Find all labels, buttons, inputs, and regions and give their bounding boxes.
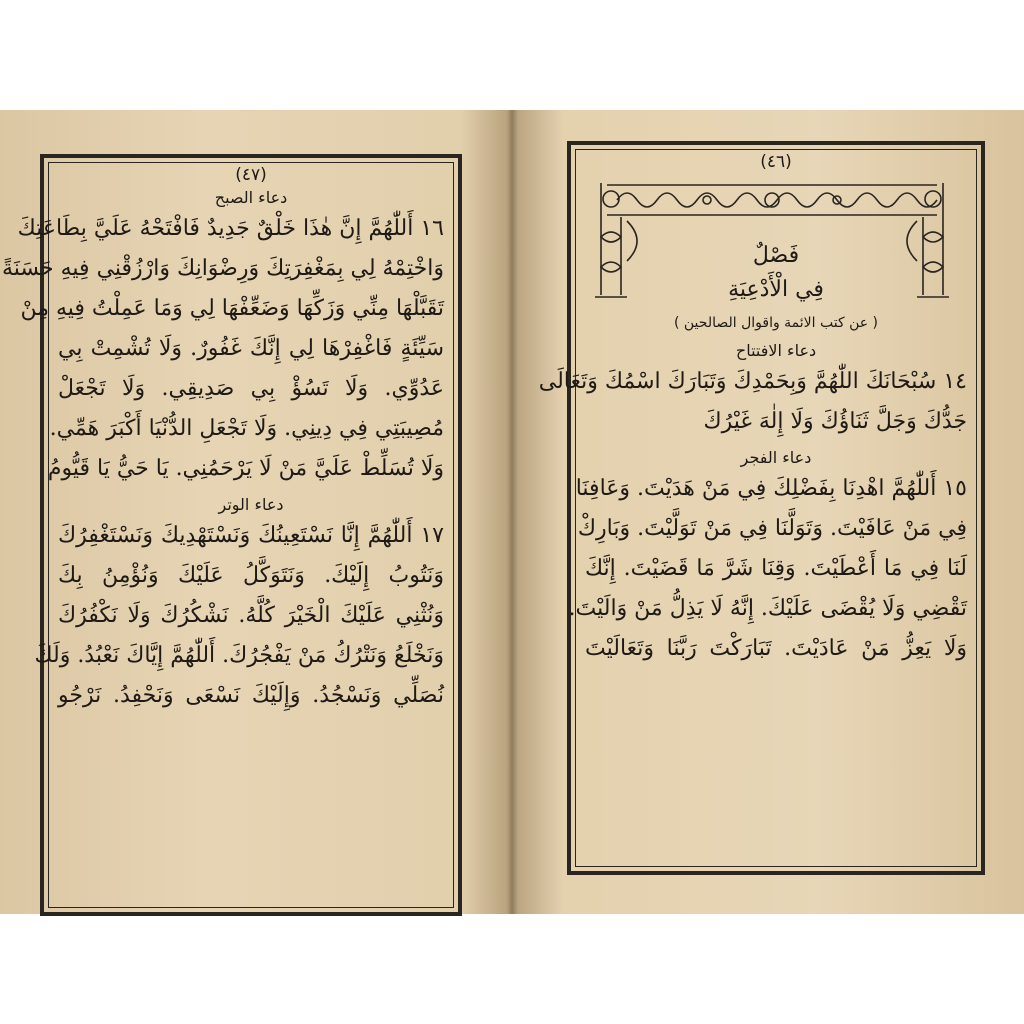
text-line: وَنَتُوبُ إِلَيْكَ. وَنَتَوَكَّلُ عَلَيْكَ وَنُؤْمِنُ بِكَ <box>58 563 444 588</box>
page-number: (٤٧) <box>235 165 267 185</box>
section-heading: دعاء الافتتاح <box>735 341 817 360</box>
text-line: وَنُثْنِي عَلَيْكَ الْخَيْرَ كُلَّهُ. نَشْكُرُكَ وَلَا نَكْفُرُكَ <box>58 603 444 628</box>
text-line: تَقَبَّلْهَا مِنِّي وَزَكِّهَا وَضَعِّفْهَا لِي وَمَا عَمِلْتُ فِيهِ مِنْ <box>20 296 444 321</box>
text-line: فِي مَنْ عَافَيْتَ. وَتَوَلَّنَا فِي مَنْ تَوَلَّيْتَ. وَبَارِكْ <box>577 516 967 541</box>
text-line: تَقْضِي وَلَا يُقْضَى عَلَيْكَ. إِنَّهُ لَا يَذِلُّ مَنْ وَالَيْتَ. <box>568 596 967 621</box>
section-heading: دعاء الفجر <box>740 448 812 467</box>
right-page-content <box>538 151 971 863</box>
text-line: نُصَلِّي وَنَسْجُدُ. وَإِلَيْكَ نَسْعَى وَنَحْفِدُ. نَرْجُو <box>58 683 444 708</box>
source-note: ( عن كتب الائمة واقوال الصالحين ) <box>673 315 879 331</box>
page-number: (٤٦) <box>760 152 792 172</box>
section-heading: دعاء الصبح <box>214 188 288 207</box>
left-page-content <box>1 164 448 904</box>
text-line: وَلَا تُسَلِّطْ عَلَيَّ مَنْ لَا يَرْحَمُنِي. يَا حَيُّ يَا قَيُّومُ <box>47 456 444 481</box>
text-line: ١٦ أَللّٰهُمَّ إِنَّ هٰذَا خَلْقٌ جَدِيدٌ فَافْتَحْهُ عَلَيَّ بِطَاعَتِكَ <box>17 216 444 241</box>
chapter-ornament-header <box>587 177 965 307</box>
text-line: جَدُّكَ وَجَلَّ ثَنَاؤُكَ وَلَا إِلٰهَ غَيْرُكَ <box>703 409 967 434</box>
chapter-title: فَصْلٌ <box>752 243 800 268</box>
book-spread <box>0 110 1024 914</box>
text-line: لَنَا فِي مَا أَعْطَيْتَ. وَقِنَا شَرَّ مَا قَضَيْتَ. إِنَّكَ <box>585 556 967 581</box>
text-line: ١٥ أَللّٰهُمَّ اهْدِنَا بِفَضْلِكَ فِي مَنْ هَدَيْتَ. وَعَافِنَا <box>575 476 967 501</box>
text-line: وَنَخْلَعُ وَنَتْرُكُ مَنْ يَفْجُرُكَ. أَللّٰهُمَّ إِيَّاكَ نَعْبُدُ. وَلَكَ <box>34 643 444 668</box>
text-line: ١٤ سُبْحَانَكَ اللّٰهُمَّ وَبِحَمْدِكَ وَتَبَارَكَ اسْمُكَ وَتَعَالَى <box>538 369 967 394</box>
text-line: مُصِيبَتِي فِي دِينِي. وَلَا تَجْعَلِ الدُّنْيَا أَكْبَرَ هَمِّي. <box>49 416 444 441</box>
text-line: وَاخْتِمْهُ لِي بِمَغْفِرَتِكَ وَرِضْوَانِكَ وَارْزُقْنِي فِيهِ حَسَنَةً <box>1 256 444 281</box>
text-line: سَيِّئَةٍ فَاغْفِرْهَا لِي إِنَّكَ غَفُورٌ. وَلَا تُشْمِتْ بِي <box>58 336 444 361</box>
text-line: وَلَا يَعِزُّ مَنْ عَادَيْتَ. تَبَارَكْتَ رَبَّنَا وَتَعَالَيْتَ <box>585 636 967 661</box>
text-line: ١٧ أَللّٰهُمَّ إِنَّا نَسْتَعِينُكَ وَنَسْتَهْدِيكَ وَنَسْتَغْفِرُكَ <box>58 523 444 548</box>
left-page-frame <box>1 154 462 916</box>
chapter-subtitle: فِي الْأَدْعِيَةِ <box>728 277 824 302</box>
section-heading: دعاء الوتر <box>218 495 284 514</box>
right-page-frame <box>538 141 985 875</box>
text-line: عَدُوِّي. وَلَا تَسُؤْ بِي صَدِيقِي. وَلَا تَجْعَلْ <box>58 376 444 401</box>
